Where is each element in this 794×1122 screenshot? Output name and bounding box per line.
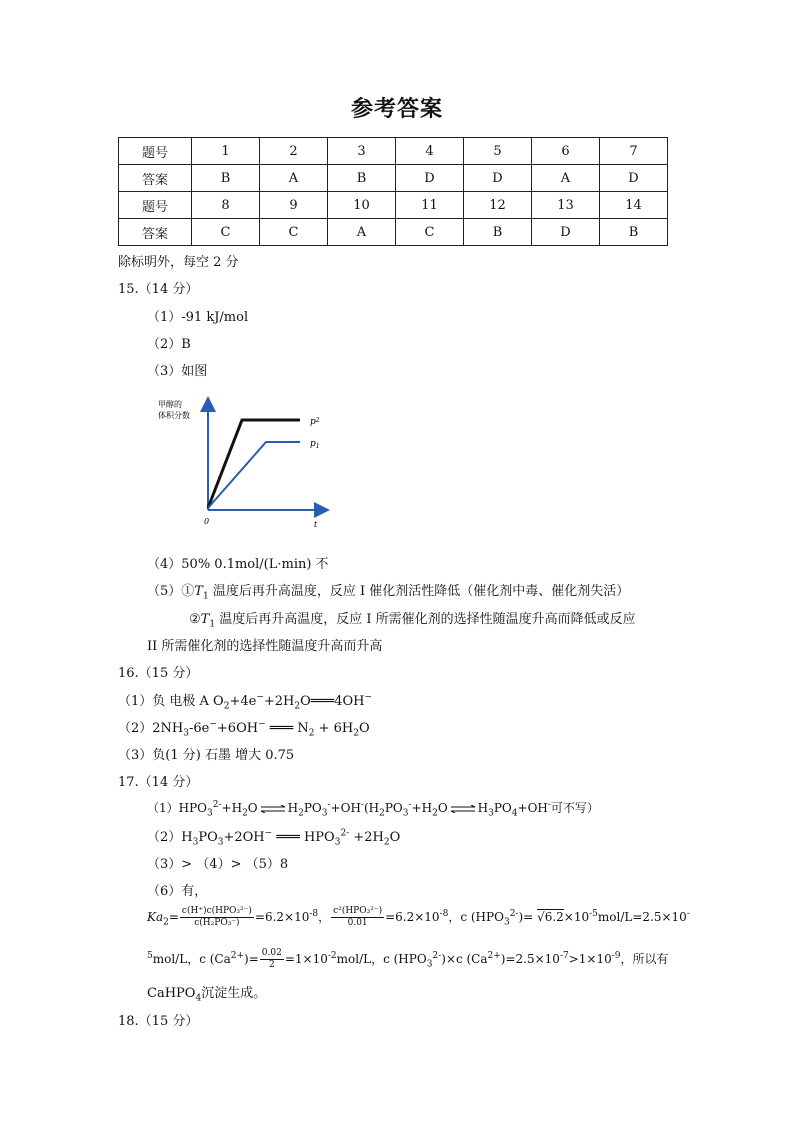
table-cell: D (464, 165, 532, 192)
scoring-note: 除标明外，每空 2 分 (118, 255, 239, 270)
q15-part4: （4）50% 0.1mol/(L·min) 不 (147, 557, 329, 572)
q15-part5c: II 所需催化剂的选择性随温度升高而升高 (147, 639, 383, 654)
table-cell: 4 (396, 138, 464, 165)
label-p1: $p_1$ (310, 439, 320, 450)
q18-header: 18.（15 分） (118, 1014, 199, 1029)
table-row (119, 138, 668, 165)
table-cell: 10 (328, 192, 396, 219)
table-cell: 1 (192, 138, 260, 165)
table-cell: 答案 (119, 219, 192, 246)
table-cell: 6 (532, 138, 600, 165)
table-cell: 13 (532, 192, 600, 219)
fraction: $\frac{\text{c(H⁺)c(HPO₃²⁻)}}{\text{c(H₂PO₃⁻)}}$ (181, 906, 252, 928)
table-cell: B (464, 219, 532, 246)
table-cell: D (396, 165, 464, 192)
figure-ylabel: 甲醇的 (158, 400, 182, 409)
curve-p2 (208, 420, 300, 508)
q17-calc-line2: $^5$mol/L，c $(Ca^{2+})=$ $\frac{0.02}{2}$ $=1\times 10^{-2}mol/L$，c $(HPO_3^{2-})\times c$ $(Ca^{2+})=2.5\times 10^{-7}>1\times 10^{-9}$，所以有 (147, 948, 669, 970)
methanol-fraction-figure (150, 392, 340, 532)
table-row (119, 192, 668, 219)
table-row (119, 219, 668, 246)
table-cell: 12 (464, 192, 532, 219)
q17-part3-5: （3）> （4）> （5）8 (147, 857, 289, 872)
label-p2: $p^2$ (310, 417, 320, 427)
table-cell: 题号 (119, 192, 192, 219)
table-cell: 答案 (119, 165, 192, 192)
table-cell: A (328, 219, 396, 246)
figure-origin: 0 (204, 517, 210, 526)
table-cell: 3 (328, 138, 396, 165)
table-cell: 11 (396, 192, 464, 219)
q17-calc-line1: $Ka_2=$ $\frac{\text{c(H⁺)c(HPO₃²⁻)}}{\text{c(H₂PO₃⁻)}}$ $=6.2\times 10^{-8}$， $\frac{\text{c²(HPO₃²⁻)}}{0.01}$ $=6.2\times 10^{-8}$，c $(HPO_3^{2-})= √6.2\times 10^{-5}mol/L=2.5\times 10^-$ (147, 906, 690, 928)
q15-part1: （1）-91 kJ/mol (147, 310, 249, 325)
table-cell: C (192, 219, 260, 246)
figure-xlabel: t (314, 520, 318, 529)
table-row (119, 165, 668, 192)
table-cell: A (532, 165, 600, 192)
fraction: $\frac{0.02}{2}$ (261, 948, 282, 970)
q15-header: 15.（14 分） (118, 282, 199, 297)
table-cell: 8 (192, 192, 260, 219)
sqrt-radicand: √6.2 (537, 910, 564, 924)
page-title: 参考答案 (350, 96, 443, 122)
table-cell: A (260, 165, 328, 192)
table-cell: 9 (260, 192, 328, 219)
q17-part6: （6）有， (147, 884, 208, 899)
answer-table (118, 137, 668, 246)
equilibrium-arrow-icon (260, 805, 286, 813)
equilibrium-arrow-icon (450, 805, 476, 813)
q16-part2: $(2)2NH_3-6e^-+6OH^-$ ═══ $N_2 + 6H_2O$ (118, 719, 370, 739)
q17-header: 17.（14 分） (118, 775, 199, 790)
table-cell: B (328, 165, 396, 192)
q16-part1: （1）负 电极 A $O_2+4e^-+2H_2O═══4OH^-$ (118, 692, 373, 712)
fraction: $\frac{\text{c²(HPO₃²⁻)}}{0.01}$ (333, 906, 383, 928)
table-cell: 14 (600, 192, 668, 219)
q15-part3: （3）如图 (147, 364, 208, 379)
q17-part1: $(1)HPO_3^{2-}+H_2O$ $H_2PO_3^-+OH^-(H_2PO_3^-+H_2O$ $H_3PO_4+OH^-$可不写） (147, 800, 599, 819)
table-cell: 2 (260, 138, 328, 165)
table-cell: B (192, 165, 260, 192)
q15-part2: （2）B (147, 337, 191, 352)
table-cell: 5 (464, 138, 532, 165)
table-cell: D (532, 219, 600, 246)
figure-ylabel: 体积分数 (158, 411, 190, 420)
table-cell: 7 (600, 138, 668, 165)
table-cell: C (260, 219, 328, 246)
q17-conclusion: CaHPO$_4$沉淀生成。 (147, 986, 267, 1004)
q15-part5a: $(5)①T_1$ 温度后再升高温度，反应 I 催化剂活性降低（催化剂中毒、催化剂失活） (147, 584, 630, 602)
q15-part5b: $②T_1$ 温度后再升高温度，反应 I 所需催化剂的选择性随温度升高而降低或反应 (189, 612, 636, 630)
table-cell: C (396, 219, 464, 246)
table-cell: 题号 (119, 138, 192, 165)
q16-part3: （3）负(1 分) 石墨 增大 0.75 (118, 748, 295, 763)
table-cell: B (600, 219, 668, 246)
table-cell: D (600, 165, 668, 192)
q17-part2: $(2)H_3PO_3+2OH^-$ ═══ $HPO_3^{2-} +2H_2O$ (147, 828, 401, 848)
q16-header: 16.（15 分） (118, 666, 199, 681)
